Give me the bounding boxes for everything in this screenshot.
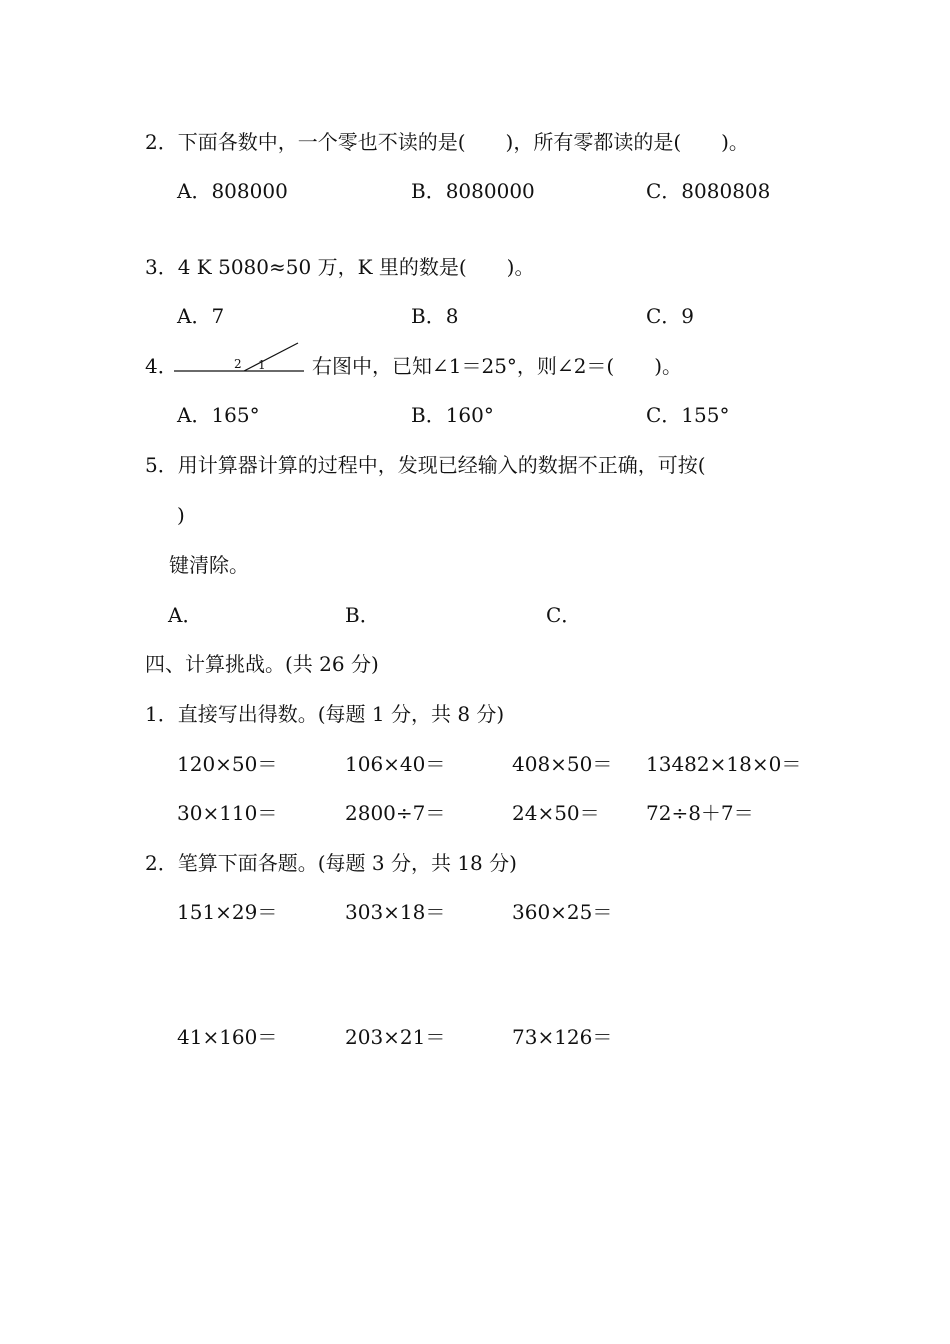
q3-option-c[interactable]: C．9 [646,304,695,328]
q5-option-c[interactable]: C． [546,603,582,627]
written-calc-item: 151×29＝ [177,900,278,924]
written-calc-item: 73×126＝ [512,1025,613,1049]
q2-text: 2．下面各数中，一个零也不读的是( )，所有零都读的是( )。 [145,130,749,154]
angle-label-2: 2 [234,357,242,371]
q4-text: 右图中，已知∠1＝25°，则∠2＝( )。 [312,354,683,378]
calc-item: 24×50＝ [512,801,600,825]
calc-item: 408×50＝ [512,752,613,776]
q5-line3: 键清除。 [169,553,249,577]
calc-item: 2800÷7＝ [345,801,446,825]
q5-option-a[interactable]: A． [168,603,203,627]
angle-figure [172,336,312,376]
q3-text: 3．4 K 5080≈50 万，K 里的数是( )。 [145,255,535,279]
angle-ray [244,343,298,371]
written-calc-item: 41×160＝ [177,1025,278,1049]
calc-item: 13482×18×0＝ [646,752,802,776]
written-calc-item: 203×21＝ [345,1025,446,1049]
q3-option-b[interactable]: B．8 [411,304,459,328]
q2-option-b[interactable]: B．8080000 [411,179,535,203]
calc-item: 30×110＝ [177,801,278,825]
q4-prefix: 4． [145,354,178,378]
written-calc-item: 303×18＝ [345,900,446,924]
q4-option-b[interactable]: B．160° [411,403,494,427]
q5-line1: 5．用计算器计算的过程中，发现已经输入的数据不正确，可按( [145,453,706,477]
calc-item: 106×40＝ [345,752,446,776]
part1-title: 1．直接写出得数。(每题 1 分，共 8 分) [145,702,505,726]
part2-title: 2．笔算下面各题。(每题 3 分，共 18 分) [145,851,517,875]
q4-option-a[interactable]: A．165° [177,403,260,427]
written-calc-item: 360×25＝ [512,900,613,924]
calc-item: 72÷8＋7＝ [646,801,754,825]
q2-option-c[interactable]: C．8080808 [646,179,771,203]
calc-item: 120×50＝ [177,752,278,776]
q3-option-a[interactable]: A．7 [177,304,225,328]
section4-title: 四、计算挑战。(共 26 分) [145,652,379,676]
q4-option-c[interactable]: C．155° [646,403,730,427]
q5-option-b[interactable]: B． [345,603,380,627]
q2-option-a[interactable]: A．808000 [177,179,288,203]
angle-label-1: 1 [258,358,266,372]
q5-line2: ) [177,503,185,527]
